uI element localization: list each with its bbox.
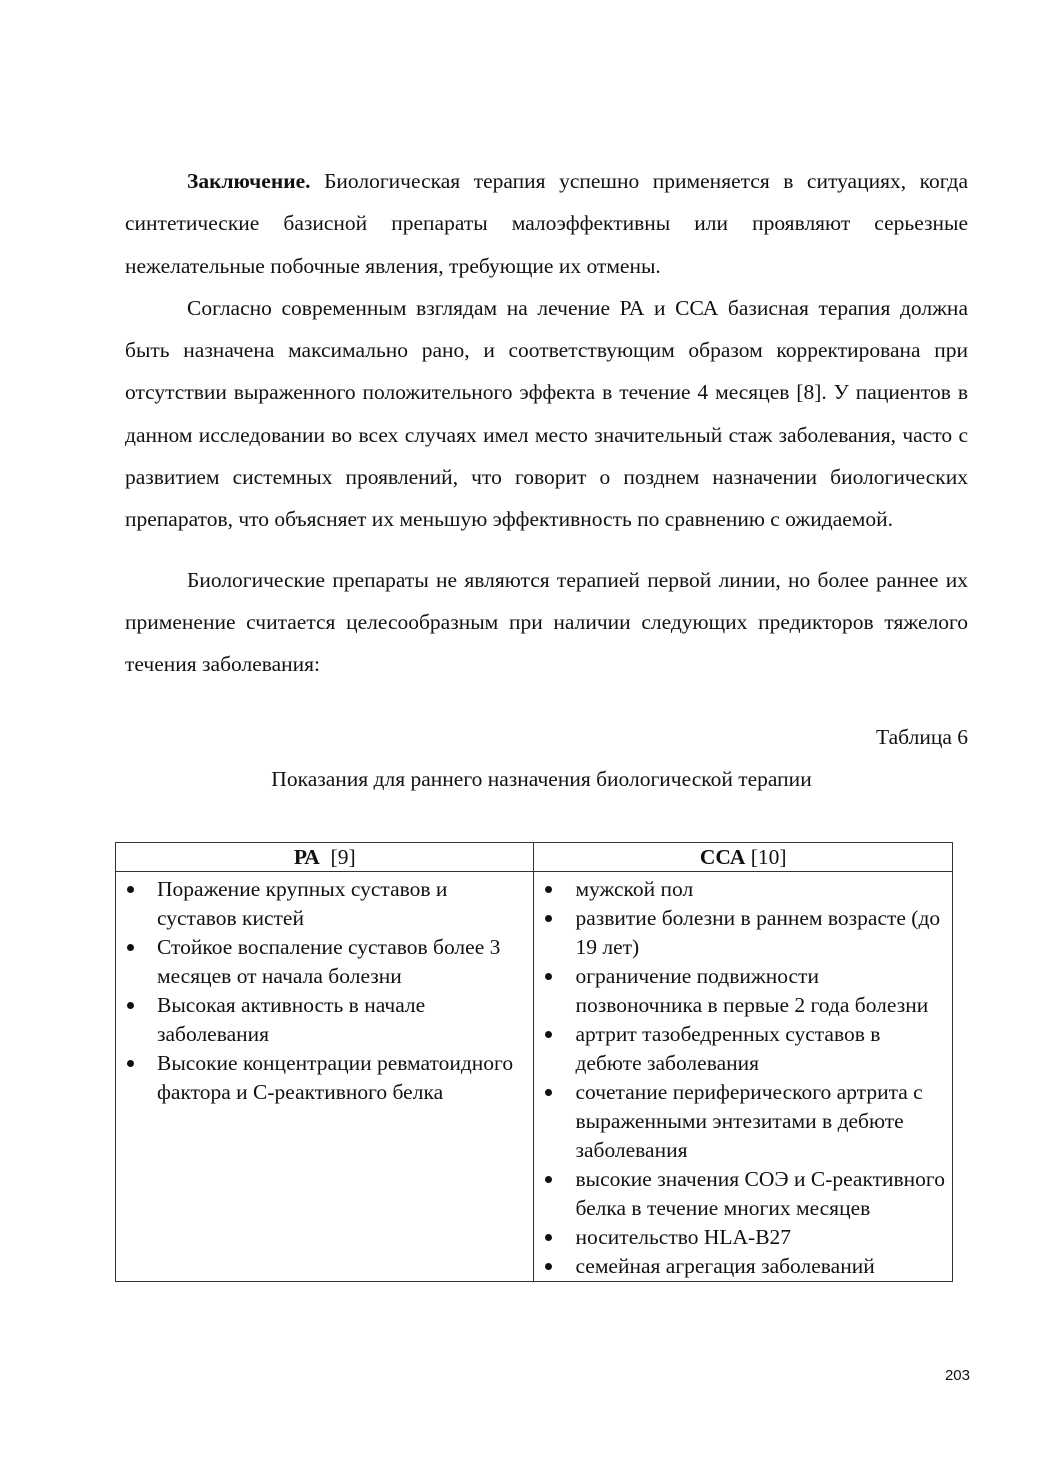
conclusion-text: Биологическая терапия успешно применяется в ситуациях, когда синтетические базисной препараты малоэффективны или проявляют серьезные нежелательные побочные явления, требующие их отмены. xyxy=(125,169,968,278)
ra-indications-list xyxy=(116,872,533,1107)
table-header-row xyxy=(116,843,953,872)
paragraph-gap xyxy=(125,541,968,559)
list-item: мужской пол xyxy=(534,875,948,904)
list-item: Высокие концентрации ревматоидного фактора и С-реактивного белка xyxy=(116,1049,529,1107)
table-number: Таблица 6 xyxy=(876,724,968,749)
header-ssa-abbr: ССА xyxy=(699,845,746,869)
indications-table xyxy=(115,842,953,1282)
list-item: Стойкое воспаление суставов более 3 месяцев от начала болезни xyxy=(116,933,529,991)
header-ssa xyxy=(534,843,953,872)
list-item: Высокая активность в начале заболевания xyxy=(116,991,529,1049)
list-item: ограничение подвижности позвоночника в первые 2 года болезни xyxy=(534,962,948,1020)
ssa-indications-list xyxy=(534,872,952,1281)
table-body-row xyxy=(116,872,953,1282)
paragraph-treatment-timing: Согласно современным взглядам на лечение РА и ССА базисная терапия должна быть назначена максимально рано, и соответствующим образом корректирована при отсутствии выраженного положительного эффекта в течение 4 месяцев [8]. У пациентов в данном исследовании во всех случаях имел место значительный стаж заболевания, часто с развитием системных проявлений, что говорит о позднем назначении биологических препаратов, что объясняет их меньшую эффективность по сравнению с ожидаемой. xyxy=(125,295,968,532)
conclusion-paragraph xyxy=(125,160,968,287)
ssa-indications-cell xyxy=(534,872,953,1282)
header-ra-ref: [9] xyxy=(319,845,356,869)
list-item: высокие значения СОЭ и С-реактивного белка в течение многих месяцев xyxy=(534,1165,948,1223)
list-item: развитие болезни в раннем возрасте (до 19 лет) xyxy=(534,904,948,962)
header-ra-abbr: РА xyxy=(293,845,320,869)
list-item: носительство HLA-B27 xyxy=(534,1223,948,1252)
header-ra xyxy=(116,843,534,872)
table-title: Показания для раннего назначения биологической терапии xyxy=(271,766,812,791)
page-number: 203 xyxy=(944,1367,970,1384)
conclusion-heading: Заключение. xyxy=(187,169,311,193)
list-item: сочетание периферического артрита с выраженными энтезитами в дебюте заболевания xyxy=(534,1078,948,1165)
list-item: Поражение крупных суставов и суставов кистей xyxy=(116,875,529,933)
paragraph-predictors: Биологические препараты не являются терапией первой линии, но более раннее их применение считается целесообразным при наличии следующих предикторов тяжелого течения заболевания: xyxy=(125,567,968,677)
header-ssa-ref: [10] xyxy=(745,845,787,869)
page-body xyxy=(125,160,968,800)
ra-indications-cell xyxy=(116,872,534,1282)
list-item: артрит тазобедренных суставов в дебюте заболевания xyxy=(534,1020,948,1078)
list-item: семейная агрегация заболеваний xyxy=(534,1252,948,1281)
